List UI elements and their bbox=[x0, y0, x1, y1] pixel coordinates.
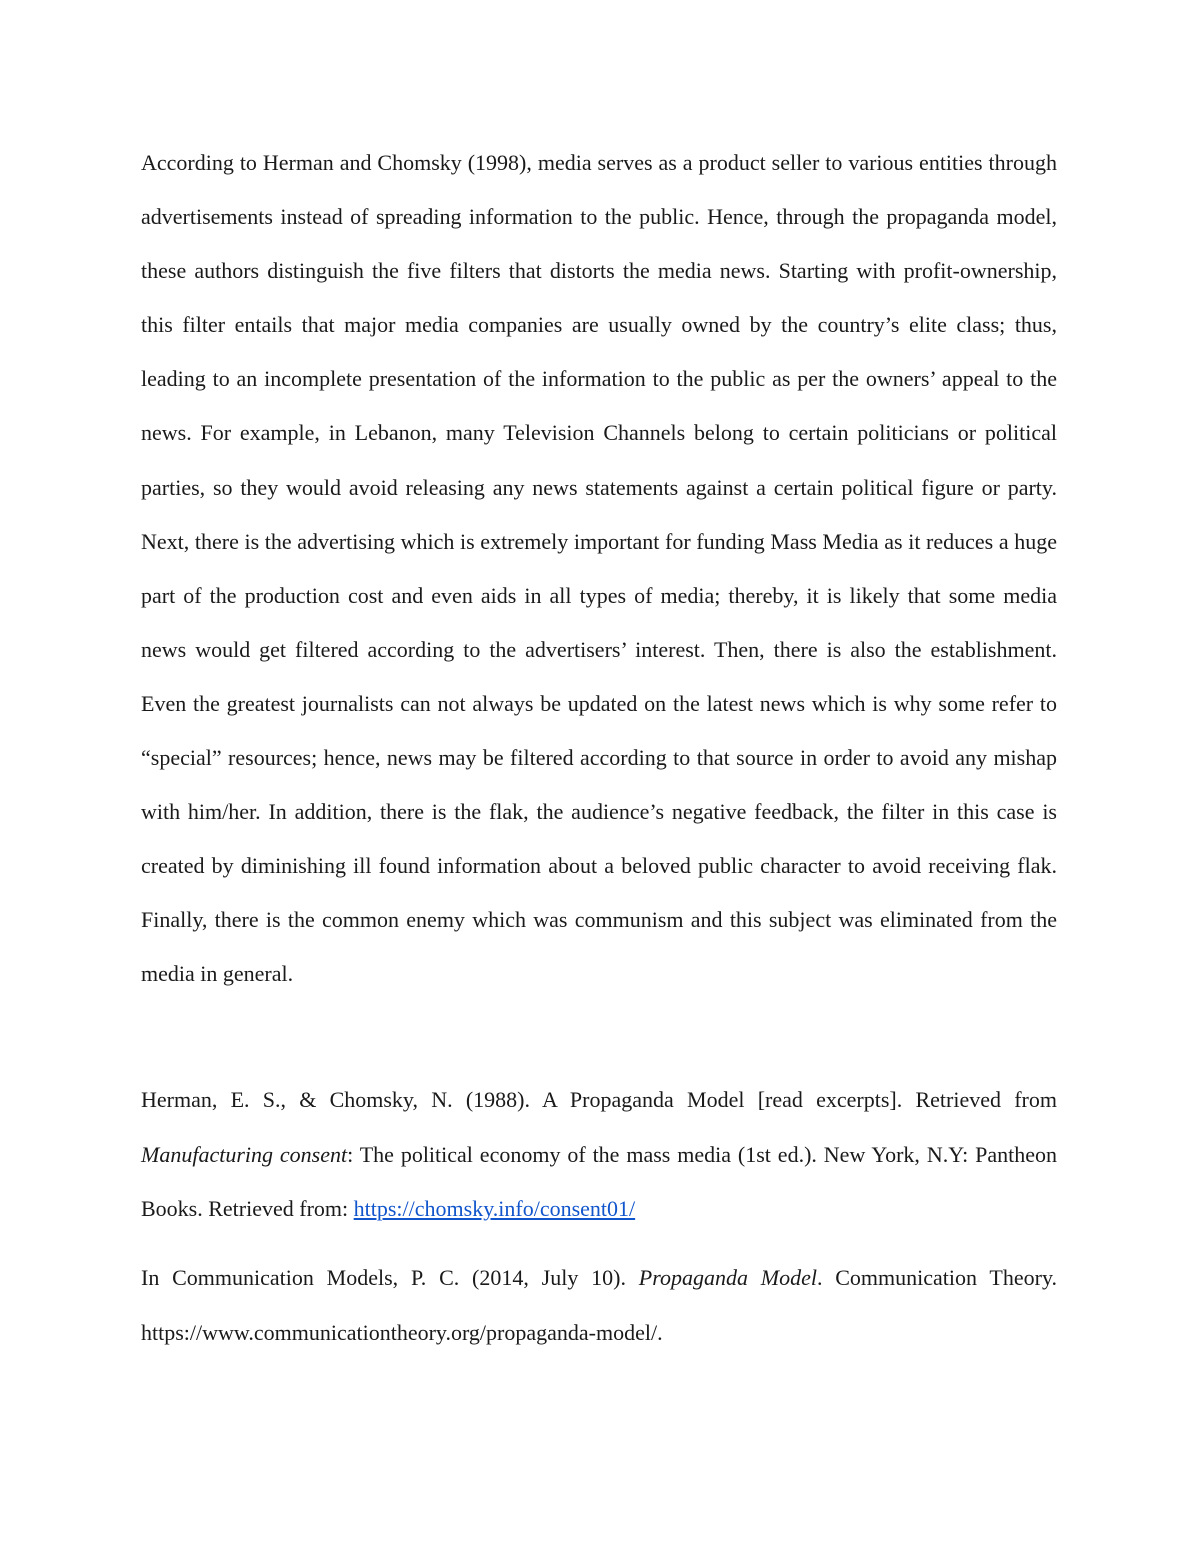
reference-link[interactable]: https://chomsky.info/consent01/ bbox=[353, 1196, 636, 1221]
reference-lead: In Communication Models, P. C. (2014, July 10). bbox=[141, 1265, 639, 1290]
reference-rest: . Communication Theory. https://www.communicationtheory.org/propaganda-model/. bbox=[141, 1265, 1058, 1345]
body-paragraph-block bbox=[141, 136, 1057, 1002]
reference-entry-communication-theory bbox=[141, 1251, 1057, 1360]
body-paragraph: According to Herman and Chomsky (1998), media serves as a product seller to various entities through advertisements instead of spreading information to the public. Hence, through the propaganda model, these authors distinguish the five filters that distorts the media news. Starting with profit-ownership, this filter entails that major media companies are usually owned by the country’s elite class; thus, leading to an incomplete presentation of the information to the public as per the owners’ appeal to the news. For example, in Lebanon, many Television Channels belong to certain politicians or political parties, so they would avoid releasing any news statements against a certain political figure or party. Next, there is the advertising which is extremely important for funding Mass Media as it reduces a huge part of the production cost and even aids in all types of media; thereby, it is likely that some media news would get filtered according to the advertisers’ interest. Then, there is also the establishment. Even the greatest journalists can not always be updated on the latest news which is why some refer to “special” resources; hence, news may be filtered according to that source in order to avoid any mishap with him/her. In addition, there is the flak, the audience’s negative feedback, the filter in this case is created by diminishing ill found information about a beloved public character to avoid receiving flak. Finally, there is the common enemy which was communism and this subject was eliminated from the media in general. bbox=[141, 150, 1057, 987]
reference-text bbox=[141, 1073, 1057, 1237]
reference-lead: Herman, E. S., & Chomsky, N. (1988). A Propaganda Model [read excerpts]. Retrieved from bbox=[141, 1087, 1057, 1112]
reference-entry-herman-chomsky bbox=[141, 1073, 1057, 1237]
reference-rest: : The political economy of the mass media (1st ed.). New York, N.Y: Pantheon Books. Retrieved from: bbox=[141, 1141, 1057, 1221]
reference-title: Manufacturing consent bbox=[141, 1141, 348, 1167]
reference-text bbox=[141, 1251, 1057, 1360]
reference-title: Propaganda Model bbox=[638, 1265, 817, 1290]
